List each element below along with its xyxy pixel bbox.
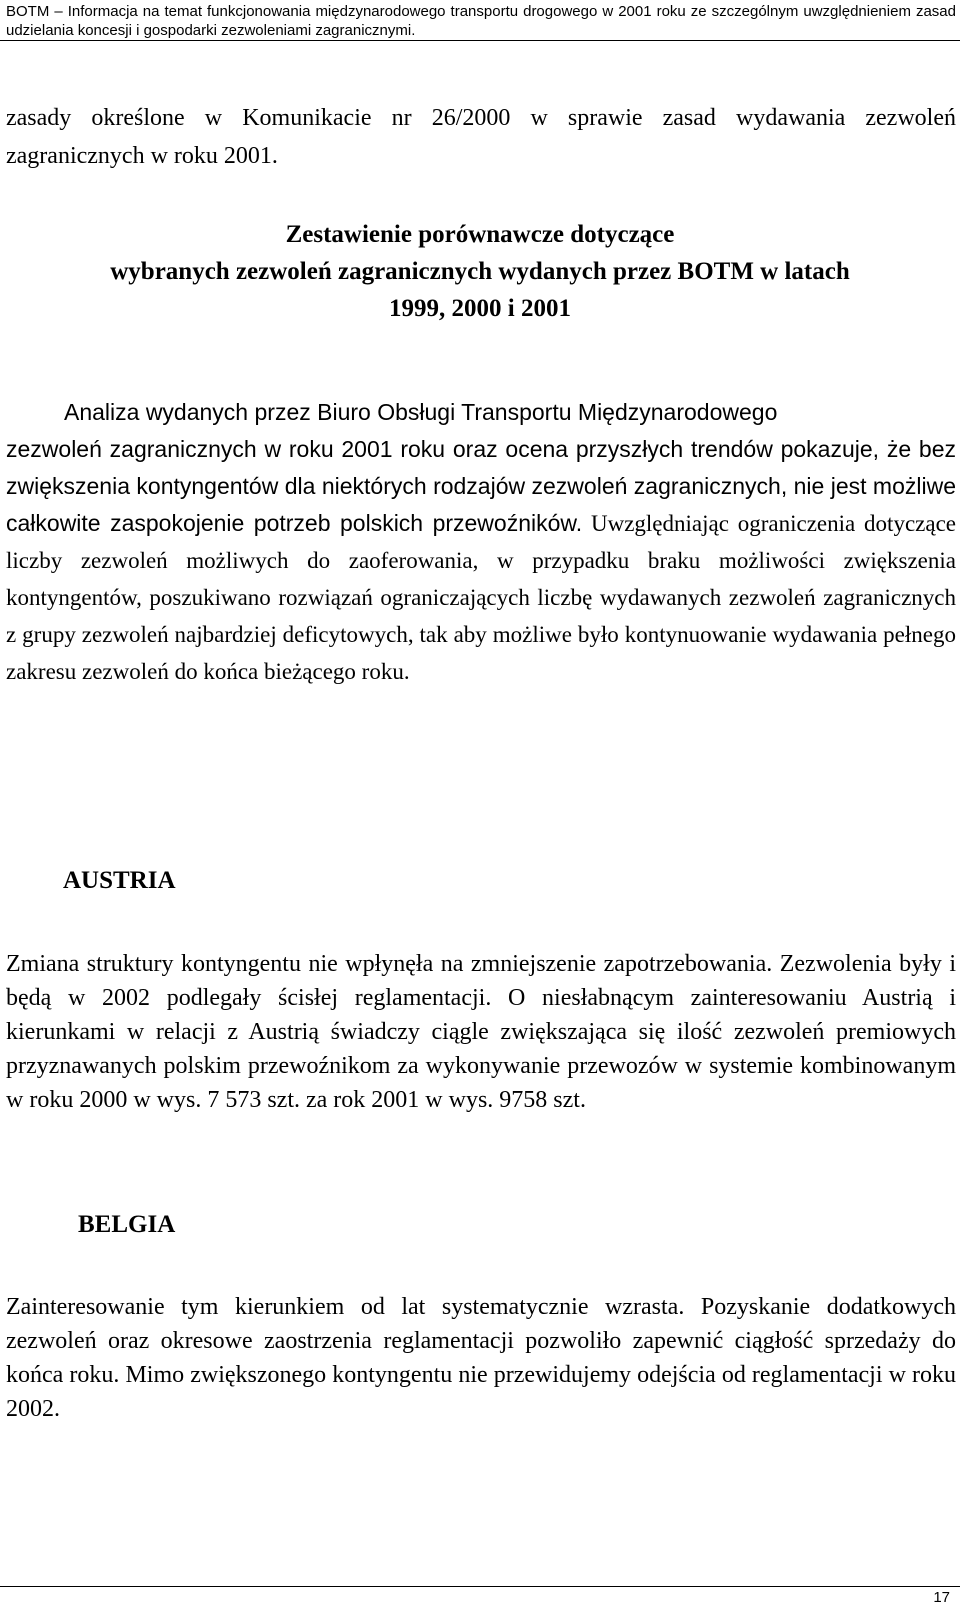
heading-belgia: BELGIA: [78, 1211, 176, 1238]
belgia-paragraph: Zainteresowanie tym kierunkiem od lat systematycznie wzrasta. Pozyskanie dodatkowych zezwoleń oraz okresowe zaostrzenia reglamentacji pozwoliło zapewnić ciągłość sprzedaży do końca roku. Mimo zwiększonego kontyngentu nie przewidujemy odejścia od reglamentacji w roku 2002.: [6, 1294, 956, 1422]
analysis-first-line: Analiza wydanych przez Biuro Obsługi Transportu Międzynarodowego: [64, 399, 778, 425]
analysis-paragraph: [6, 394, 956, 690]
austria-paragraph: Zmiana struktury kontyngentu nie wpłynęła na zmniejszenie zapotrzebowania. Zezwolenia były i będą w 2002 podlegały ścisłej reglamentacji. O niesłabnącym zainteresowaniu Austrią i kierunkami w relacji z Austrią świadczy ciągle zwiększająca się ilość zezwoleń premiowych przyznawanych polskim przewoźnikom za wykonywanie przewozów w systemie kombinowanym w roku 2000 w wys. 7 573 szt. za rok 2001 w wys. 9758 szt.: [6, 951, 956, 1113]
title-line-2: wybranych zezwoleń zagranicznych wydanych przez BOTM w latach: [110, 258, 850, 285]
title-line-1: Zestawienie porównawcze dotyczące: [285, 221, 675, 248]
footer-divider: [0, 1586, 960, 1587]
header-divider: [0, 40, 960, 41]
intro-paragraph: zasady określone w Komunikacie nr 26/2000 w sprawie zasad wydawania zezwoleń zagranicznych w roku 2001.: [6, 105, 956, 169]
heading-austria: AUSTRIA: [63, 867, 176, 894]
page-number: 17: [933, 1589, 950, 1606]
analysis-continuation: Uwzględniając ograniczenia dotyczące liczby zezwoleń możliwych do zaoferowania, w przypadku braku możliwości zwiększenia kontyngentów, poszukiwano rozwiązań ograniczających liczbę wydawanych zezwoleń zagranicznych z grupy zezwoleń najbardziej deficytowych, tak aby możliwe było kontynuowanie wydawania pełnego zakresu zezwoleń do końca bieżącego roku.: [6, 511, 956, 684]
running-header: BOTM – Informacja na temat funkcjonowania międzynarodowego transportu drogowego w 2001 roku ze szczególnym uwzględnieniem zasad udzielania koncesji i gospodarki zezwoleniami zagranicznymi.: [6, 3, 956, 39]
analysis-text: zezwoleń zagranicznych w roku 2001 roku oraz ocena przyszłych trendów pokazuje, że bez zwiększenia kontyngentów dla niektórych rodzajów zezwoleń zagranicznych, nie jest możliwe całkowite zaspokojenie potrzeb polskich przewoźników.: [6, 436, 956, 536]
analysis-body: [6, 431, 956, 690]
title-line-3: 1999, 2000 i 2001: [389, 295, 571, 322]
section-title: [0, 216, 960, 327]
